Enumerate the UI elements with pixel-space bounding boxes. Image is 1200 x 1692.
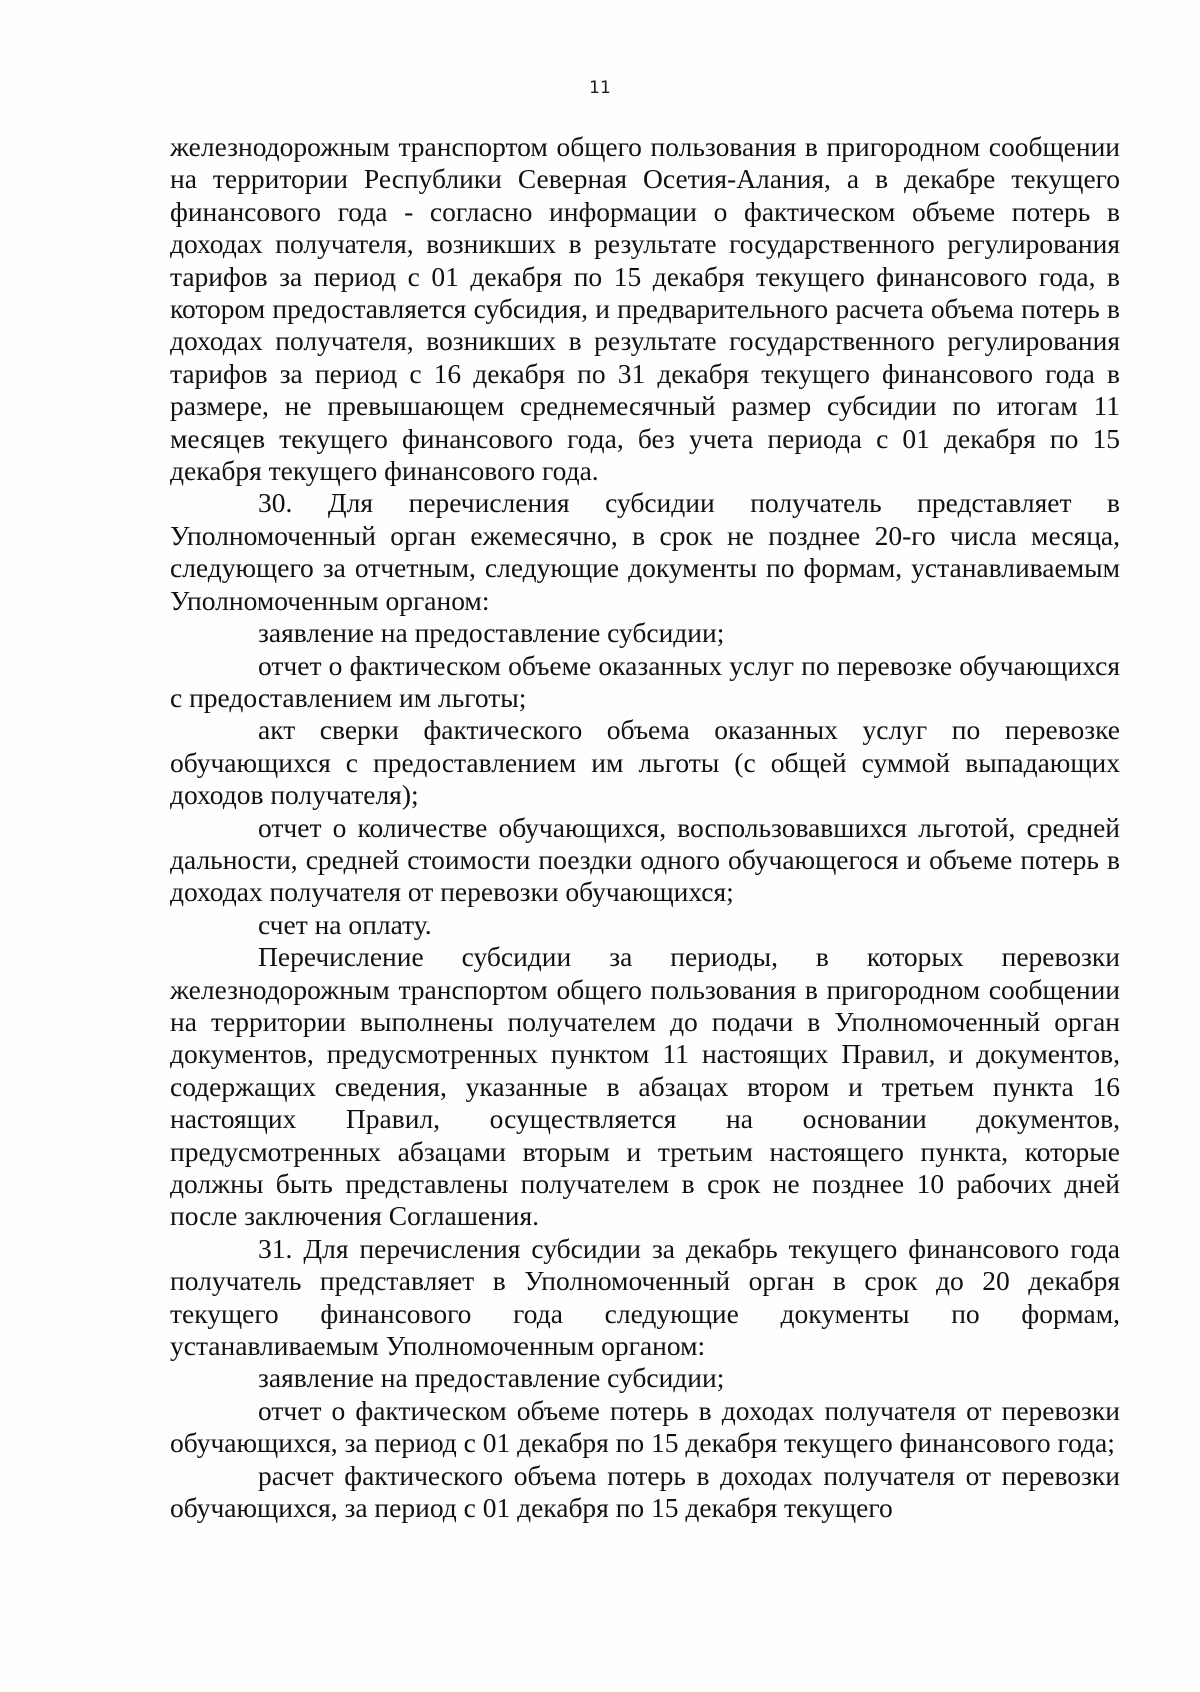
paragraph-list-item: счет на оплату. xyxy=(258,908,432,940)
document-body xyxy=(170,131,1120,1524)
paragraph-list-item: отчет о фактическом объеме оказанных услуг по перевозке обучающихся с предоставлением им льготы; xyxy=(170,649,1120,713)
page-number: 11 xyxy=(589,78,611,98)
paragraph-transfer-conditions: Перечисление субсидии за периоды, в которых перевозки железнодорожным транспортом общего пользования в пригородном сообщении на территории выполнены получателем до подачи в Уполномоченный орган документов, предусмотренных пунктом 11 настоящих Правил, и документов, содержащих сведения, указанные в абзацах втором и третьем пункта 16 настоящих Правил, осуществляется на основании документов, предусмотренных абзацами вторым и третьим настоящего пункта, которые должны быть представлены получателем в срок не позднее 10 рабочих дней после заключения Соглашения. xyxy=(170,941,1120,1232)
paragraph-continuation: железнодорожным транспортом общего пользования в пригородном сообщении на территории Республики Северная Осетия-Алания, а в декабре текущего финансового года - согласно информации о фактическом объеме потерь в доходах получателя, возникших в результате государственного регулирования тарифов за период с 01 декабря по 15 декабря текущего финансового года, в котором предоставляется субсидия, и предварительного расчета объема потерь в доходах получателя, возникших в результате государственного регулирования тарифов за период с 16 декабря по 31 декабря текущего финансового года в размере, не превышающем среднемесячный размер субсидии по итогам 11 месяцев текущего финансового года, без учета периода с 01 декабря по 15 декабря текущего финансового года. xyxy=(170,131,1120,487)
paragraph-item-31: 31. Для перечисления субсидии за декабрь текущего финансового года получатель представляет в Уполномоченный орган в срок до 20 декабря текущего финансового года следующие документы по формам, устанавливаемым Уполномоченным органом: xyxy=(170,1232,1120,1362)
paragraph-item-30: 30. Для перечисления субсидии получатель представляет в Уполномоченный орган ежемесячно, в срок не позднее 20-го числа месяца, следующего за отчетным, следующие документы по формам, устанавливаемым Уполномоченным органом: xyxy=(170,487,1120,616)
paragraph-list-item: расчет фактического объема потерь в доходах получателя от перевозки обучающихся, за период с 01 декабря по 15 декабря текущего xyxy=(170,1459,1120,1524)
paragraph-list-item: акт сверки фактического объема оказанных услуг по перевозке обучающихся с предоставлением им льготы (с общей суммой выпадающих доходов получателя); xyxy=(170,714,1120,811)
paragraph-list-item: заявление на предоставление субсидии; xyxy=(258,617,725,649)
paragraph-list-item: заявление на предоставление субсидии; xyxy=(258,1362,725,1394)
paragraph-list-item: отчет о количестве обучающихся, воспользовавшихся льготой, средней дальности, средней стоимости поездки одного обучающегося и объеме потерь в доходах получателя от перевозки обучающихся; xyxy=(170,811,1120,908)
paragraph-list-item: отчет о фактическом объеме потерь в доходах получателя от перевозки обучающихся, за период с 01 декабря по 15 декабря текущего финансового года; xyxy=(170,1394,1120,1459)
